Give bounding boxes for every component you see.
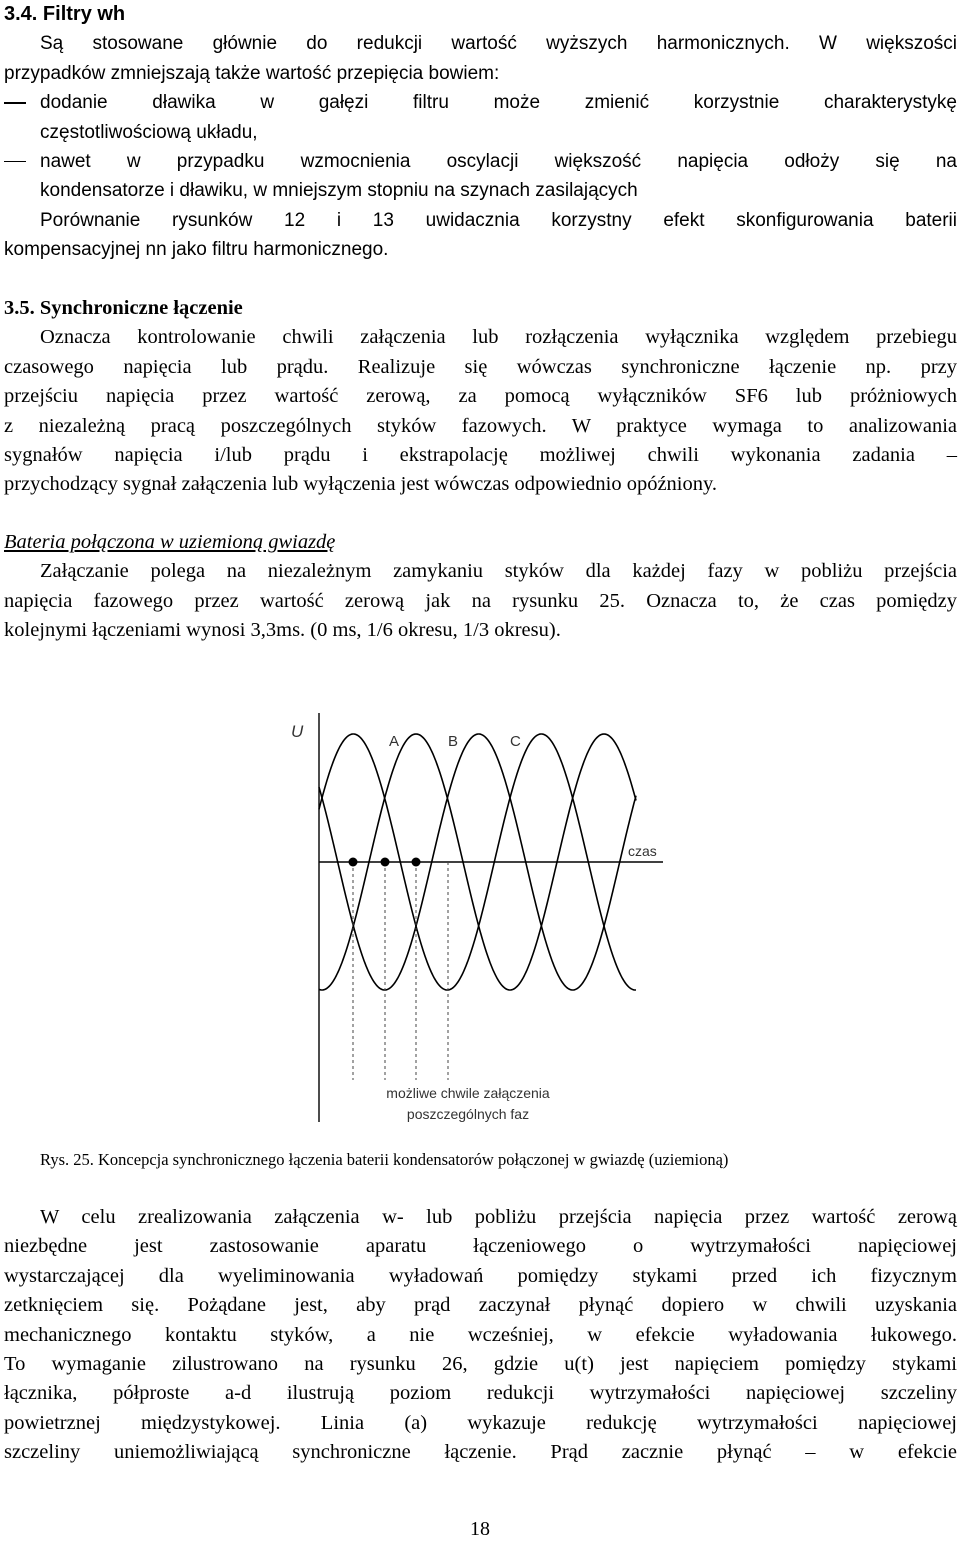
paragraph-line: kondensatorze i dławiku, w mniejszym stopniu na szynach zasilających — [40, 180, 638, 202]
figure-caption: Rys. 25. Koncepcja synchronicznego łączenia baterii kondensatorów połączonej w gwiazdę (uziemioną) — [40, 1150, 729, 1169]
phase-label-c: C — [510, 733, 521, 750]
switching-moment-dot — [381, 858, 390, 867]
phase-label-b: B — [448, 733, 459, 750]
bottom-label-2: poszczególnych faz — [406, 1106, 530, 1122]
paragraph-line: przejściu napięcia przez wartość zerową, za pomocą wyłączników SF6 lub próżniowych — [4, 385, 957, 408]
paragraph-line: sygnałów napięcia i/lub prądu i ekstrapolację możliwej chwili wykonania zadania – — [4, 443, 957, 466]
phase-label-a: A — [389, 733, 400, 750]
paragraph-line: Załączanie polega na niezależnym zamykaniu styków dla każdej fazy w pobliżu przejścia — [40, 560, 957, 583]
paragraph-line: napięcia fazowego przez wartość zerową jak na rysunku 25. Oznacza to, że czas pomiędzy — [4, 589, 957, 612]
paragraph-line: częstotliwościową układu, — [40, 121, 258, 143]
paragraph-line: mechanicznego kontaktu styków, a nie wcześniej, w efekcie wyładowania łukowego. — [4, 1323, 957, 1346]
paragraph-line: zetknięciem się. Pożądane jest, aby prąd zaczynał płynąć dopiero w chwili uzyskania — [4, 1294, 957, 1317]
paragraph-line: W celu zrealizowania załączenia w- lub pobliżu przejścia napięcia przez wartość zerową — [40, 1206, 957, 1228]
paragraph-line: kolejnymi łączeniami wynosi 3,3ms. (0 ms, 1/6 okresu, 1/3 okresu). — [4, 619, 561, 642]
paragraph-line: przychodzący sygnał załączenia lub wyłączenia jest wówczas odpowiednio opóźniony. — [4, 473, 718, 496]
paragraph-line: nawet w przypadku wzmocnienia oscylacji większość napięcia odłoży się na — [40, 150, 957, 172]
paragraph-line: szczeliny uniemożliwiającą synchroniczne łączenie. Prąd zacznie płynąć – w efekcie — [4, 1441, 957, 1464]
subsection-heading: Bateria połączona w uziemioną gwiazdę — [4, 531, 336, 553]
paragraph-line: z niezależną pracą poszczególnych styków fazowych. W praktyce wymaga to analizowania — [4, 414, 957, 437]
section-heading: 3.4. Filtry wh — [4, 3, 126, 25]
paragraph-line: Porównanie rysunków 12 i 13 uwidacznia korzystny efekt skonfigurowania baterii — [40, 209, 957, 231]
paragraph-line: To wymaganie zilustrowano na rysunku 26, gdzie u(t) jest napięciem pomiędzy stykami — [4, 1352, 957, 1375]
paragraph-line: przypadków zmniejszają także wartość przepięcia bowiem: — [4, 62, 500, 84]
switching-moment-dot — [349, 858, 358, 867]
time-axis-label: czas — [628, 843, 657, 859]
bottom-label-1: możliwe chwile załączenia — [386, 1085, 550, 1101]
paragraph-line: niezbędne jest zastosowanie aparatu łączeniowego o wytrzymałości napięciowej — [4, 1235, 957, 1258]
y-axis-label: U — [291, 722, 304, 741]
paragraph-line: czasowego napięcia lub prądu. Realizuje się wówczas synchroniczne łączenie np. przy — [4, 355, 957, 378]
paragraph-line: wystarczającej dla wyeliminowania wyładowań pomiędzy stykami przed ich fizycznym — [4, 1264, 957, 1287]
paragraph-line: dodanie dławika w gałęzi filtru może zmienić korzystnie charakterystykę — [40, 92, 957, 114]
paragraph-line: powietrznej międzystykowej. Linia (a) wykazuje redukcję wytrzymałości napięciowej — [4, 1411, 957, 1434]
paragraph-line: kompensacyjnej nn jako filtru harmonicznego. — [4, 239, 389, 261]
section-heading: 3.5. Synchroniczne łączenie — [4, 297, 243, 319]
paragraph-line: Oznacza kontrolowanie chwili załączenia lub rozłączenia wyłącznika względem przebiegu — [40, 326, 957, 349]
section-final — [4, 1203, 957, 1468]
paragraph-line: Są stosowane głównie do redukcji wartość wyższych harmonicznych. W większości — [40, 33, 957, 55]
page-number: 18 — [470, 1518, 490, 1540]
switching-moment-dot — [412, 858, 421, 867]
paragraph-line: łącznika, półproste a-d ilustrują poziom redukcji wytrzymałości napięciowej szczeliny — [4, 1382, 957, 1405]
